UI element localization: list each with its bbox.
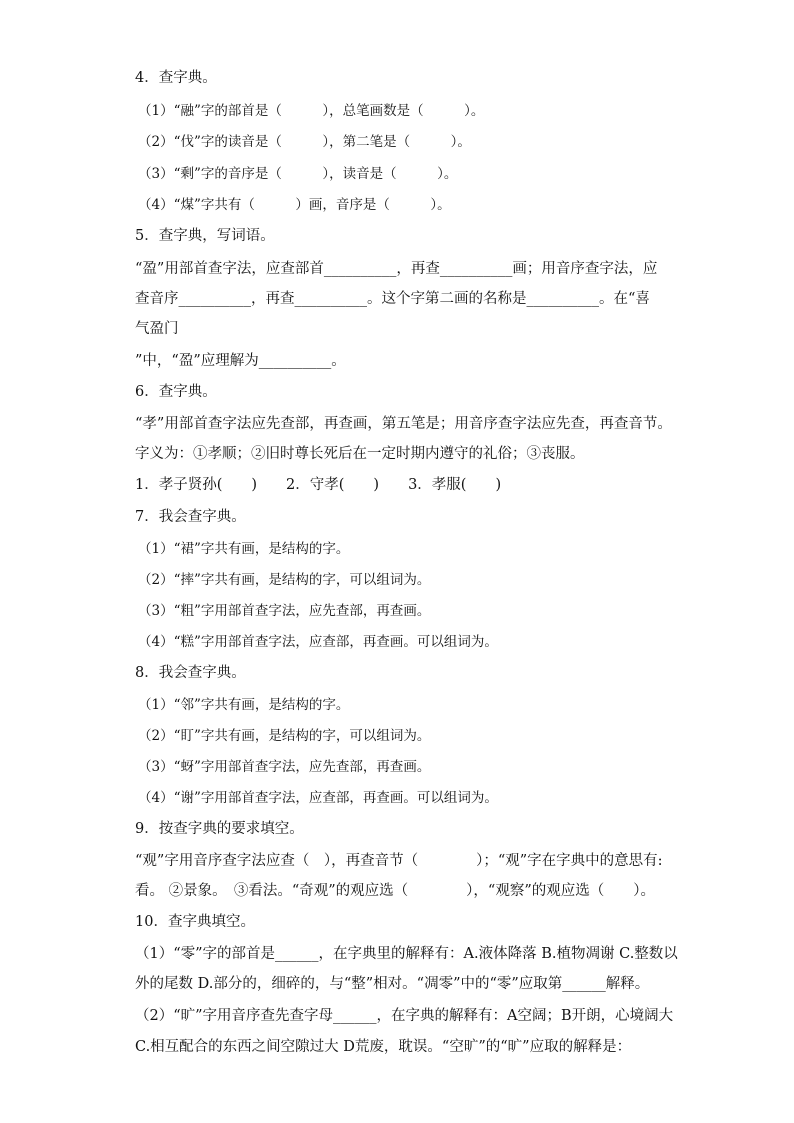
q10-line-1: （1）“零”字的部首是______，在字典里的解释有：A.液体降落 B.植物凋谢 C.整数以 (135, 946, 678, 962)
q8-item-3: （3）“蚜”字用部首查字法，应先查部，再查画。 (138, 759, 431, 775)
q5-line-2: 查音序__________，再查__________。这个字第二画的名称是__________。在“喜 (135, 291, 650, 307)
q4-item-1: （1）“融”字的部首是（ ），总笔画数是（ ）。 (138, 103, 485, 119)
q10-title: 10．查字典填空。 (135, 914, 255, 930)
q6-options: 1．孝子贤孙( ) 2．守孝( ) 3．孝服( ) (135, 477, 502, 493)
q9-line-2: 看。 ②景象。 ③看法。“奇观”的观应选（ ），“观察”的观应选（ ）。 (135, 883, 656, 899)
q6-line-2: 字义为：①孝顺；②旧时尊长死后在一定时期内遵守的礼俗；③丧服。 (135, 446, 585, 462)
q8-title: 8．我会查字典。 (135, 665, 246, 681)
q5-line-4: ”中，“盈”应理解为__________。 (135, 353, 346, 369)
q6-title: 6．查字典。 (135, 384, 217, 400)
q8-item-4: （4）“谢”字用部首查字法，应查部，再查画。可以组词为。 (138, 790, 498, 806)
q7-item-1: （1）“裙”字共有画，是结构的字。 (138, 541, 350, 557)
q9-title: 9．按查字典的要求填空。 (135, 821, 304, 837)
q7-item-3: （3）“粗”字用部首查字法，应先查部，再查画。 (138, 603, 431, 619)
q4-item-3: （3）“剩”字的音序是（ ），读音是（ ）。 (138, 166, 458, 182)
q8-item-2: （2）“盯”字共有画，是结构的字，可以组词为。 (138, 728, 431, 744)
q6-line-1: “孝”用部首查字法应先查部，再查画，第五笔是；用音序查字法应先查，再查音节。 (135, 416, 672, 432)
q4-item-4: （4）“煤”字共有（ ）画，音序是（ ）。 (138, 197, 451, 213)
q5-line-3: 气盈门 (135, 321, 179, 337)
q8-item-1: （1）“邻”字共有画，是结构的字。 (138, 697, 350, 713)
q7-title: 7．我会查字典。 (135, 509, 246, 525)
q4-item-2: （2）“伐”字的读音是（ ），第二笔是（ ）。 (138, 134, 471, 150)
q4-title: 4．查字典。 (135, 70, 217, 86)
q7-item-4: （4）“糕”字用部首查字法，应查部，再查画。可以组词为。 (138, 634, 498, 650)
q5-title: 5．查字典，写词语。 (135, 228, 275, 244)
q10-line-4: C.相互配合的东西之间空隙过大 D荒废，耽误。“空旷”的“旷”应取的解释是： (135, 1039, 632, 1055)
q10-line-3: （2）“旷”字用音序查先查字母______，在字典的解释有：A空阔；B开朗，心境阔大 (135, 1008, 674, 1024)
q10-line-2: 外的尾数 D.部分的，细碎的，与“整”相对。“凋零”中的“零”应取第______解释。 (135, 976, 650, 992)
q7-item-2: （2）“摔”字共有画，是结构的字，可以组词为。 (138, 572, 431, 588)
q9-line-1: “观”字用音序查字法应查（ ），再查音节（ ）；“观”字在字典中的意思有: (135, 853, 663, 869)
q5-line-1: “盈”用部首查字法，应查部首__________，再查__________画；用音序查字法，应 (135, 261, 658, 277)
